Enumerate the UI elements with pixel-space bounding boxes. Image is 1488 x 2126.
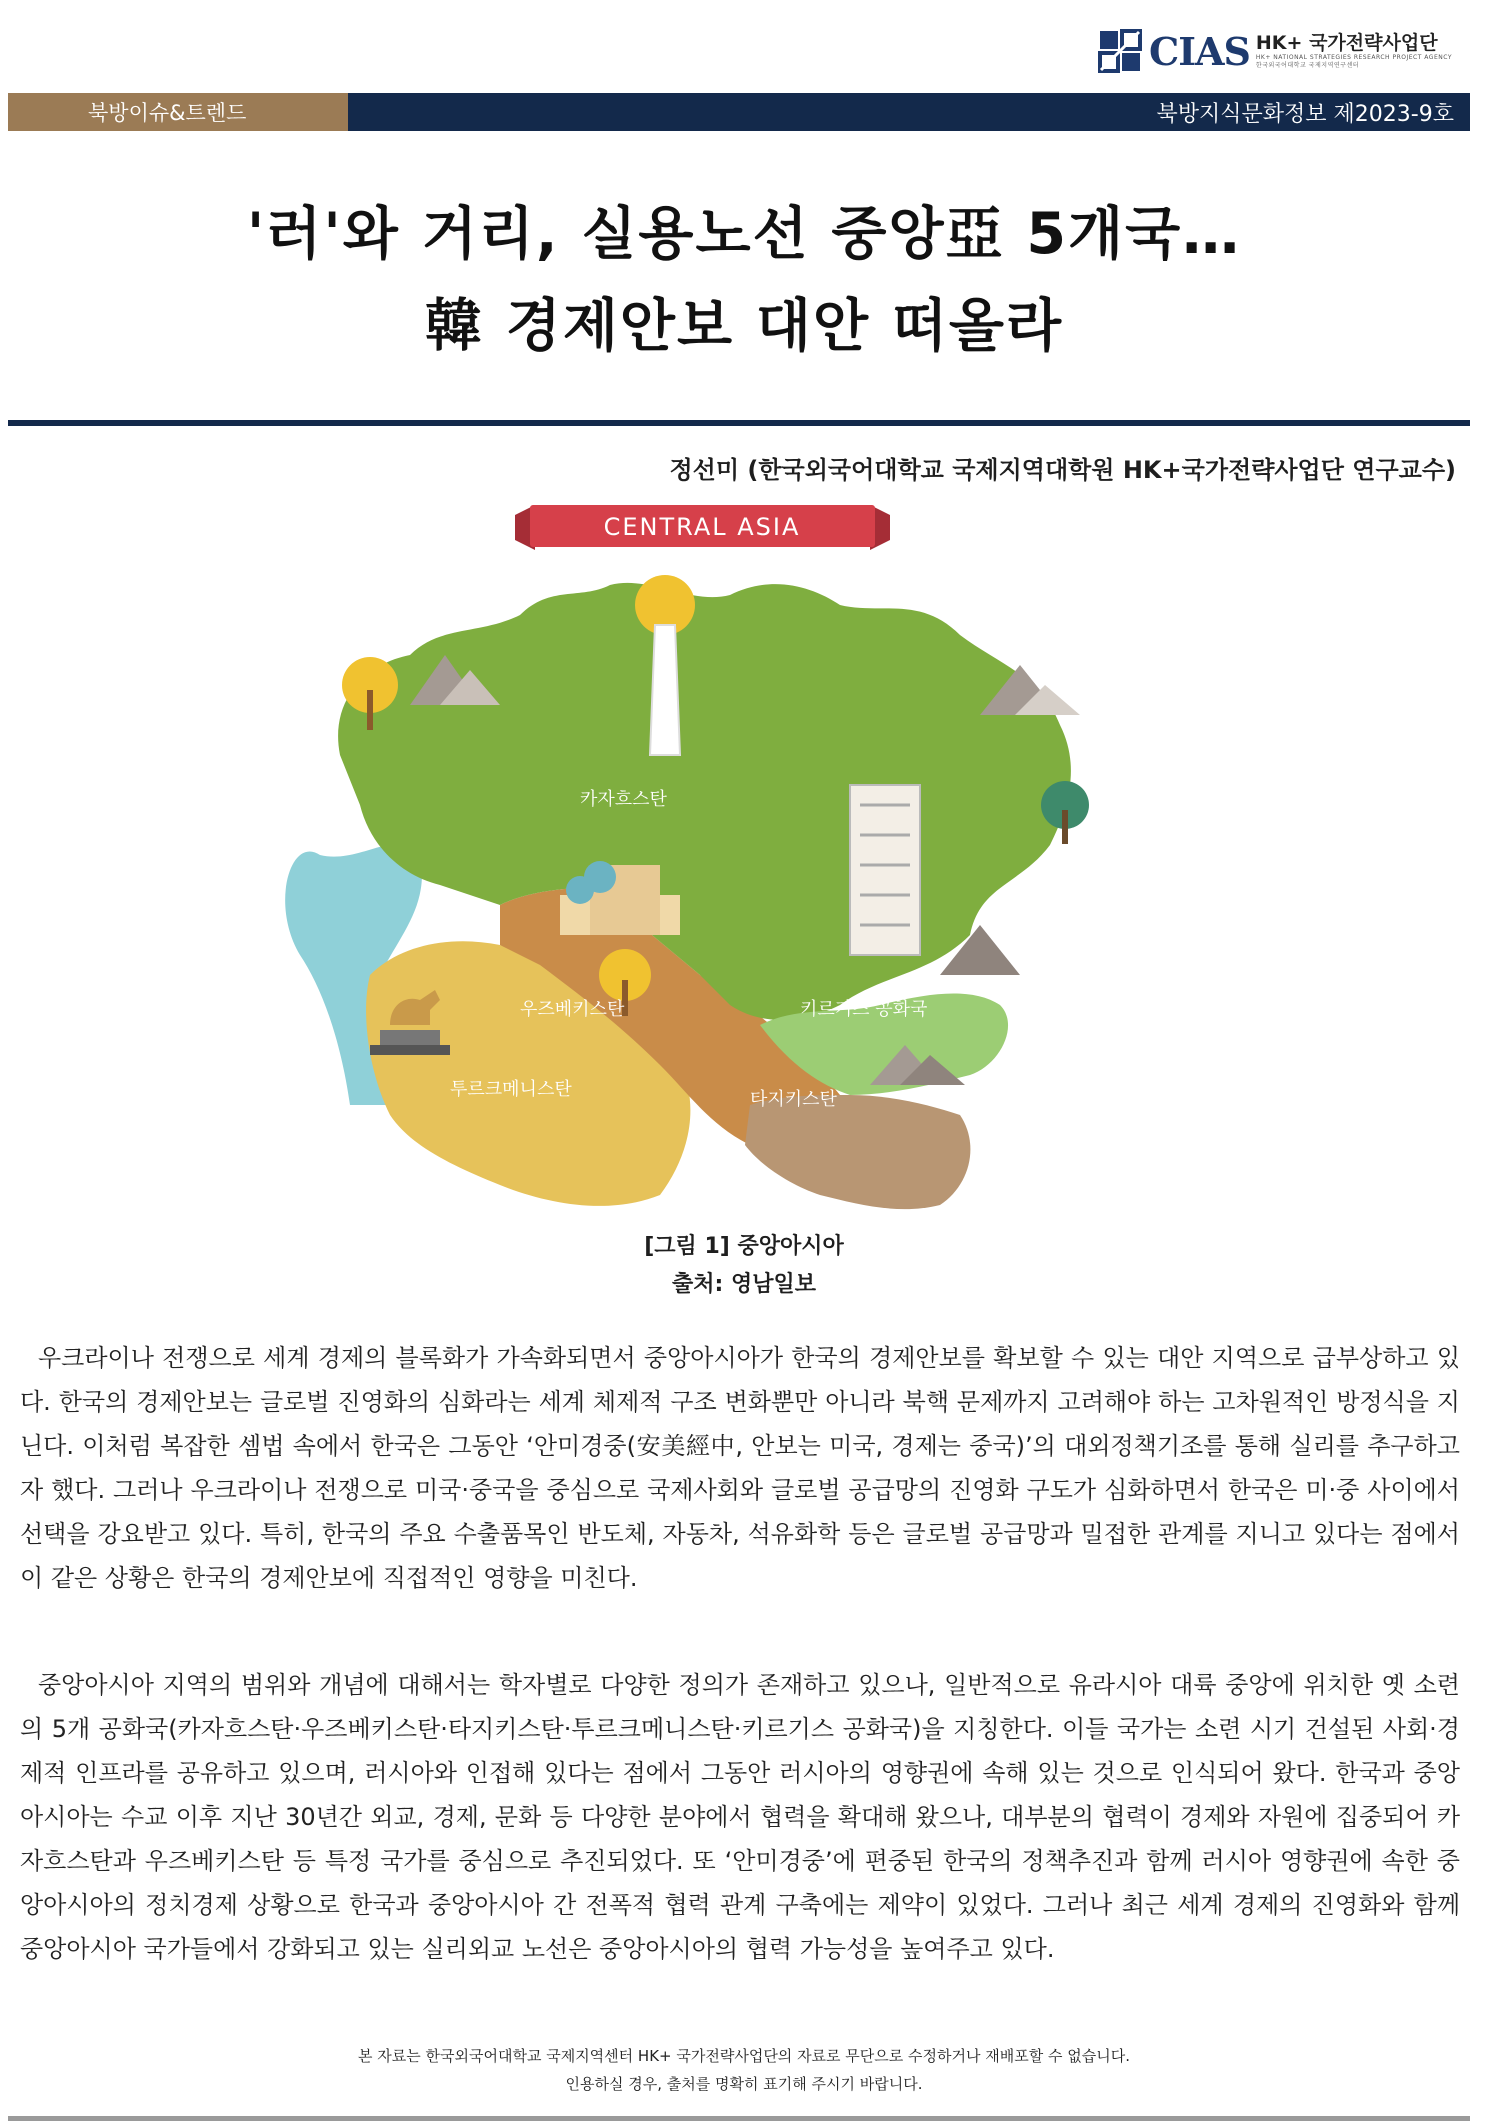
label-turkmenistan: 투르크메니스탄 <box>450 1079 572 1100</box>
body-paragraph-2: 중앙아시아 지역의 범위와 개념에 대해서는 학자별로 다양한 정의가 존재하고 있으나, 일반적으로 유라시아 대륙 중앙에 위치한 옛 소련의 5개 공화국(카자흐스탄·우즈베키스탄·타지키스탄·투르크메니스탄·키르기스 공화국)을 지칭한다. 이들 국가는 소련 시기 건설된 사회·경제적 인프라를 공유하고 있으며, 러시아와 인접해 있다는 점에서 그동안 러시아의 영향권에 속해 있는 것으로 인식되어 왔다. 한국과 중앙아시아는 수교 이후 지난 30년간 외교, 경제, 문화 등 다양한 분야에서 협력을 확대해 왔으나, 대부분의 협력이 경제와 자원에 집중되어 카자흐스탄과 우즈베키스탄 등 특정 국가를 중심으로 추진되었다. 또 ‘안미경중’에 편중된 한국의 정책추진과 함께 러시아 영향권에 속한 중앙아시아의 정치경제 상황으로 한국과 중앙아시아 간 전폭적 협력 관계 구축에는 제약이 있었다. 그러나 최근 세계 경제의 진영화와 함께 중앙아시아 국가들에서 강화되고 있는 실리외교 노선은 중앙아시아의 협력 가능성을 높여주고 있다. <box>20 1671 1460 1963</box>
logo-right <box>1256 32 1452 70</box>
article-title <box>0 188 1488 372</box>
tajikistan-region <box>745 1095 970 1209</box>
issue-label: 북방지식문화정보 제2023-9호 <box>348 93 1470 131</box>
section-label: 북방이슈&트렌드 <box>8 93 348 131</box>
figure-caption <box>0 1228 1488 1304</box>
label-kyrgyzstan: 키르기즈 공화국 <box>800 999 928 1020</box>
central-asia-map <box>280 505 1120 1225</box>
map-illustration <box>280 505 1120 1225</box>
label-kazakhstan: 카자흐스탄 <box>580 789 667 810</box>
author-line: 정선미 (한국외국어대학교 국제지역대학원 HK+국가전략사업단 연구교수) <box>669 456 1456 484</box>
logo-text: CIAS <box>1148 28 1250 74</box>
label-tajikistan: 타지키스탄 <box>750 1089 837 1110</box>
banner-text: CENTRAL ASIA <box>603 513 801 541</box>
caption-source: 출처: 영남일보 <box>672 1272 816 1297</box>
bottom-rule <box>8 2116 1470 2121</box>
footer-line-1: 본 자료는 한국외국어대학교 국제지역센터 HK+ 국가전략사업단의 자료로 무단으로 수정하거나 재배포할 수 없습니다. <box>358 2047 1130 2065</box>
cias-logo <box>1097 24 1452 78</box>
title-line-2: 韓 경제안보 대안 떠올라 <box>424 293 1064 359</box>
title-line-1: '러'와 거리, 실용노선 중앙亞 5개국… <box>246 201 1242 267</box>
footer-notice <box>0 2042 1488 2098</box>
logo-hk: HK+ 국가전략사업단 <box>1255 32 1438 54</box>
central-asia-banner <box>515 505 890 550</box>
category-band <box>8 93 1470 131</box>
footer-line-2: 인용하실 경우, 출처를 명확히 표기해 주시기 바랍니다. <box>565 2075 923 2093</box>
logo-subtitle-en: HK+ NATIONAL STRATEGIES RESEARCH PROJECT AGENCY <box>1255 54 1452 61</box>
caption-title: [그림 1] 중앙아시아 <box>644 1234 844 1259</box>
label-uzbekistan: 우즈베키스탄 <box>520 999 625 1020</box>
title-rule <box>8 420 1470 426</box>
cias-logo-icon <box>1097 28 1143 74</box>
logo-subtitle-ko: 한국외국어대학교 국제지역연구센터 <box>1255 62 1360 69</box>
body-paragraph-1: 우크라이나 전쟁으로 세계 경제의 블록화가 가속화되면서 중앙아시아가 한국의 경제안보를 확보할 수 있는 대안 지역으로 급부상하고 있다. 한국의 경제안보는 글로벌 진영화의 심화라는 세계 체제적 구조 변화뿐만 아니라 북핵 문제까지 고려해야 하는 고차원적인 방정식을 지닌다. 이처럼 복잡한 셈법 속에서 한국은 그동안 ‘안미경중(安美經中, 안보는 미국, 경제는 중국)’의 대외정책기조를 통해 실리를 추구하고자 했다. 그러나 우크라이나 전쟁으로 미국·중국을 중심으로 국제사회와 글로벌 공급망의 진영화 구도가 심화하면서 한국은 미·중 사이에서 선택을 강요받고 있다. 특히, 한국의 주요 수출품목인 반도체, 자동차, 석유화학 등은 글로벌 공급망과 밀접한 관계를 지니고 있다는 점에서 이 같은 상황은 한국의 경제안보에 직접적인 영향을 미친다. <box>20 1344 1460 1592</box>
